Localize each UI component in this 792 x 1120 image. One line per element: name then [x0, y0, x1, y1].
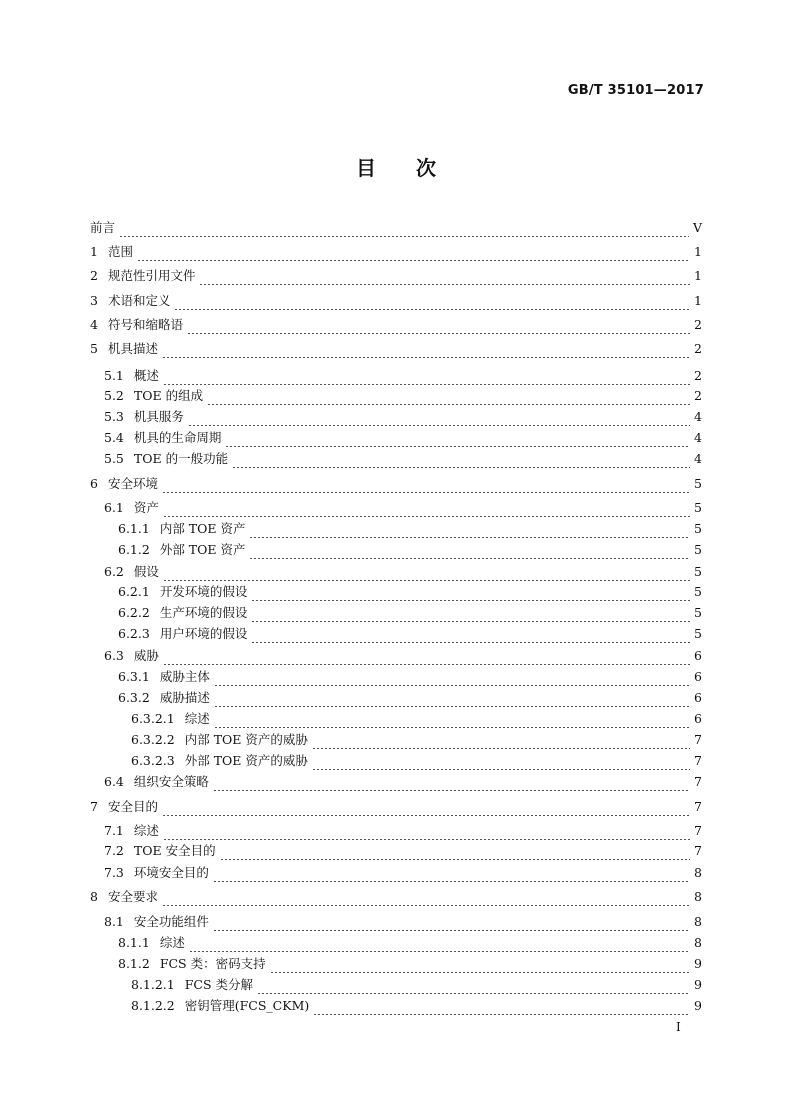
toc-entry-page: 1	[694, 268, 702, 283]
toc-entry-number: 5.2	[104, 388, 124, 403]
toc-leader-dots	[163, 367, 690, 385]
toc-entry-page: 7	[694, 843, 702, 858]
toc-entry-number: 8.1.2.1	[131, 977, 175, 992]
toc-entry-page: 6	[694, 648, 702, 663]
toc-entry-label: 密钥管理(FCS_CKM)	[184, 998, 310, 1013]
toc-entry[interactable]	[131, 976, 702, 994]
toc-leader-dots	[251, 583, 690, 601]
toc-entry-label: 内部 TOE 资产	[159, 521, 246, 536]
toc-leader-dots	[162, 475, 690, 493]
toc-entry-number: 6.4	[104, 774, 124, 789]
toc-leader-dots	[162, 888, 690, 906]
toc-entry-label: 安全功能组件	[133, 914, 209, 929]
toc-entry-label: TOE 的一般功能	[133, 451, 229, 466]
toc-entry-label: 开发环境的假设	[159, 584, 248, 599]
toc-entry-number: 5.1	[104, 368, 124, 383]
toc-entry-page: 4	[694, 451, 702, 466]
toc-entry[interactable]	[104, 450, 702, 468]
toc-entry-label: 机具描述	[107, 341, 158, 356]
toc-entry-number: 1	[90, 244, 98, 259]
toc-entry[interactable]	[104, 429, 702, 447]
toc-entry-page: 6	[694, 669, 702, 684]
toc-leader-dots	[270, 955, 690, 973]
toc-leader-dots	[213, 864, 690, 882]
toc-entry-number: 6.1.2	[118, 542, 150, 557]
standard-code: GB/T 35101—2017	[567, 83, 704, 98]
toc-entry-number: 2	[90, 268, 98, 283]
toc-entry[interactable]	[104, 647, 702, 665]
toc-entry-page: 9	[694, 977, 702, 992]
toc-entry-page: 5	[694, 521, 702, 536]
toc-leader-dots	[119, 219, 689, 237]
toc-entry-number: 4	[90, 317, 98, 332]
toc-entry[interactable]	[90, 292, 702, 310]
toc-entry[interactable]	[104, 864, 702, 882]
toc-leader-dots	[214, 668, 690, 686]
toc-entry[interactable]	[131, 752, 702, 770]
toc-entry-page: 7	[694, 732, 702, 747]
toc-entry-page: 1	[694, 244, 702, 259]
toc-entry[interactable]	[90, 219, 702, 237]
toc-entry[interactable]	[118, 520, 702, 538]
toc-entry-number: 8.1.2	[118, 956, 150, 971]
toc-entry[interactable]	[90, 267, 702, 285]
toc-entry-label: 威胁主体	[159, 669, 210, 684]
toc-entry-label: FCS 类分解	[184, 977, 254, 992]
toc-entry[interactable]	[104, 563, 702, 581]
toc-entry[interactable]	[104, 408, 702, 426]
page-title: 目 次	[356, 156, 436, 180]
toc-entry-number: 8	[90, 889, 98, 904]
toc-entry[interactable]	[118, 689, 702, 707]
toc-entry-label: 安全环境	[107, 476, 158, 491]
toc-entry-number: 5.4	[104, 430, 124, 445]
toc-leader-dots	[214, 710, 690, 728]
toc-entry-page: Ⅴ	[692, 220, 702, 235]
toc-entry-number: 6.2	[104, 564, 124, 579]
toc-leader-dots	[213, 913, 690, 931]
toc-leader-dots	[232, 450, 690, 468]
toc-entry-number: 6.3.2.3	[131, 753, 175, 768]
toc-entry-number: 8.1	[104, 914, 124, 929]
toc-entry-number: 7.2	[104, 843, 124, 858]
toc-entry-label: 范围	[107, 244, 133, 259]
toc-entry-number: 6.3.2	[118, 690, 150, 705]
toc-entry-label: 环境安全目的	[133, 865, 209, 880]
toc-entry[interactable]	[104, 499, 702, 517]
toc-entry-number: 5	[90, 341, 98, 356]
toc-entry[interactable]	[118, 583, 702, 601]
toc-entry-label: 资产	[133, 500, 159, 515]
toc-leader-dots	[251, 625, 690, 643]
toc-entry-page: 2	[694, 388, 702, 403]
toc-entry-label: 内部 TOE 资产的威胁	[184, 732, 308, 747]
toc-entry-label: 术语和定义	[107, 293, 171, 308]
toc-entry-label: 威胁描述	[159, 690, 210, 705]
toc-leader-dots	[249, 541, 690, 559]
toc-leader-dots	[251, 604, 690, 622]
toc-entry-label: 综述	[159, 935, 185, 950]
toc-entry[interactable]	[90, 798, 702, 816]
toc-leader-dots	[249, 520, 690, 538]
toc-leader-dots	[162, 798, 690, 816]
toc-entry[interactable]	[118, 934, 702, 952]
toc-entry[interactable]	[131, 731, 702, 749]
toc-entry-number: 6	[90, 476, 98, 491]
toc-entry-page: 5	[694, 584, 702, 599]
toc-entry-number: 6.1.1	[118, 521, 150, 536]
toc-entry-label: 外部 TOE 资产的威胁	[184, 753, 308, 768]
toc-leader-dots	[213, 773, 690, 791]
toc-leader-dots	[189, 934, 690, 952]
toc-entry-label: 前言	[90, 220, 116, 235]
toc-leader-dots	[257, 976, 690, 994]
toc-entry[interactable]	[118, 955, 702, 973]
toc-entry-page: 8	[694, 889, 702, 904]
toc-entry-number: 6.3.1	[118, 669, 150, 684]
toc-entry-page: 5	[694, 564, 702, 579]
toc-entry-page: 7	[694, 753, 702, 768]
toc-entry-number: 6.3	[104, 648, 124, 663]
toc-entry[interactable]	[90, 340, 702, 358]
toc-entry-page: 7	[694, 774, 702, 789]
toc-entry-label: 机具的生命周期	[133, 430, 222, 445]
toc-entry-page: 8	[694, 914, 702, 929]
toc-entry-number: 5.3	[104, 409, 124, 424]
toc-entry-label: 组织安全策略	[133, 774, 209, 789]
toc-entry-label: 假设	[133, 564, 159, 579]
toc-leader-dots	[163, 822, 690, 840]
toc-entry[interactable]	[90, 475, 702, 493]
toc-entry-number: 6.3.2.1	[131, 711, 175, 726]
toc-entry-label: TOE 的组成	[133, 388, 204, 403]
toc-leader-dots	[187, 316, 690, 334]
toc-entry-label: 规范性引用文件	[107, 268, 196, 283]
toc-entry[interactable]	[90, 243, 702, 261]
toc-entry-label: 综述	[184, 711, 210, 726]
toc-entry-number: 8.1.2.2	[131, 998, 175, 1013]
toc-entry-label: FCS 类：密码支持	[159, 956, 266, 971]
toc-entry[interactable]	[104, 822, 702, 840]
toc-entry-label: 综述	[133, 823, 159, 838]
toc-entry-page: 4	[694, 409, 702, 424]
toc-leader-dots	[174, 292, 690, 310]
toc-entry-number: 7.3	[104, 865, 124, 880]
toc-leader-dots	[137, 243, 690, 261]
toc-leader-dots	[163, 563, 690, 581]
toc-entry[interactable]	[131, 997, 702, 1015]
page-number: Ⅰ	[676, 1020, 681, 1034]
toc-leader-dots	[162, 340, 690, 358]
toc-entry-label: 外部 TOE 资产	[159, 542, 246, 557]
toc-entry-label: 威胁	[133, 648, 159, 663]
toc-entry-page: 2	[694, 341, 702, 356]
toc-entry-page: 8	[694, 935, 702, 950]
toc-entry-page: 5	[694, 626, 702, 641]
toc-entry-label: 安全要求	[107, 889, 158, 904]
toc-entry-number: 7.1	[104, 823, 124, 838]
toc-entry[interactable]	[118, 668, 702, 686]
toc-entry-number: 6.2.3	[118, 626, 150, 641]
toc-leader-dots	[163, 499, 690, 517]
toc-entry-page: 9	[694, 956, 702, 971]
toc-entry-page: 9	[694, 998, 702, 1013]
toc-entry-label: 概述	[133, 368, 159, 383]
toc-entry-page: 5	[694, 605, 702, 620]
toc-entry-number: 6.1	[104, 500, 124, 515]
toc-entry[interactable]	[104, 773, 702, 791]
toc-leader-dots	[163, 647, 690, 665]
toc-entry[interactable]	[104, 913, 702, 931]
toc-entry-label: 安全目的	[107, 799, 158, 814]
toc-leader-dots	[207, 387, 690, 405]
toc-entry-label: 用户环境的假设	[159, 626, 248, 641]
toc-entry[interactable]	[118, 541, 702, 559]
toc-entry-number: 7	[90, 799, 98, 814]
toc-entry-page: 7	[694, 799, 702, 814]
toc-entry[interactable]	[104, 387, 702, 405]
toc-leader-dots	[312, 731, 690, 749]
toc-entry-page: 2	[694, 368, 702, 383]
toc-entry-page: 5	[694, 500, 702, 515]
toc-leader-dots	[214, 689, 690, 707]
toc-leader-dots	[313, 997, 690, 1015]
toc-entry-page: 1	[694, 293, 702, 308]
toc-entry-label: 机具服务	[133, 409, 184, 424]
toc-entry-number: 6.2.1	[118, 584, 150, 599]
toc-entry-label: 生产环境的假设	[159, 605, 248, 620]
toc-entry-page: 6	[694, 711, 702, 726]
toc-entry-number: 6.3.2.2	[131, 732, 175, 747]
toc-entry-number: 6.2.2	[118, 605, 150, 620]
toc-entry-number: 5.5	[104, 451, 124, 466]
toc-leader-dots	[199, 267, 690, 285]
toc-entry-page: 4	[694, 430, 702, 445]
toc-entry-page: 6	[694, 690, 702, 705]
toc-entry[interactable]	[104, 367, 702, 385]
toc-entry-number: 8.1.1	[118, 935, 150, 950]
toc-entry-number: 3	[90, 293, 98, 308]
toc-entry[interactable]	[118, 625, 702, 643]
toc-leader-dots	[312, 752, 690, 770]
toc-leader-dots	[188, 408, 690, 426]
toc-entry[interactable]	[118, 604, 702, 622]
toc-entry[interactable]	[131, 710, 702, 728]
toc-entry-page: 5	[694, 476, 702, 491]
toc-leader-dots	[225, 429, 690, 447]
toc-entry-page: 8	[694, 865, 702, 880]
toc-entry-page: 2	[694, 317, 702, 332]
toc-entry-page: 5	[694, 542, 702, 557]
toc-entry[interactable]	[90, 316, 702, 334]
toc-entry-label: 符号和缩略语	[107, 317, 183, 332]
toc-entry[interactable]	[104, 842, 702, 860]
toc-entry[interactable]	[90, 888, 702, 906]
toc-entry-page: 7	[694, 823, 702, 838]
toc-entry-label: TOE 安全目的	[133, 843, 216, 858]
toc-leader-dots	[220, 842, 690, 860]
